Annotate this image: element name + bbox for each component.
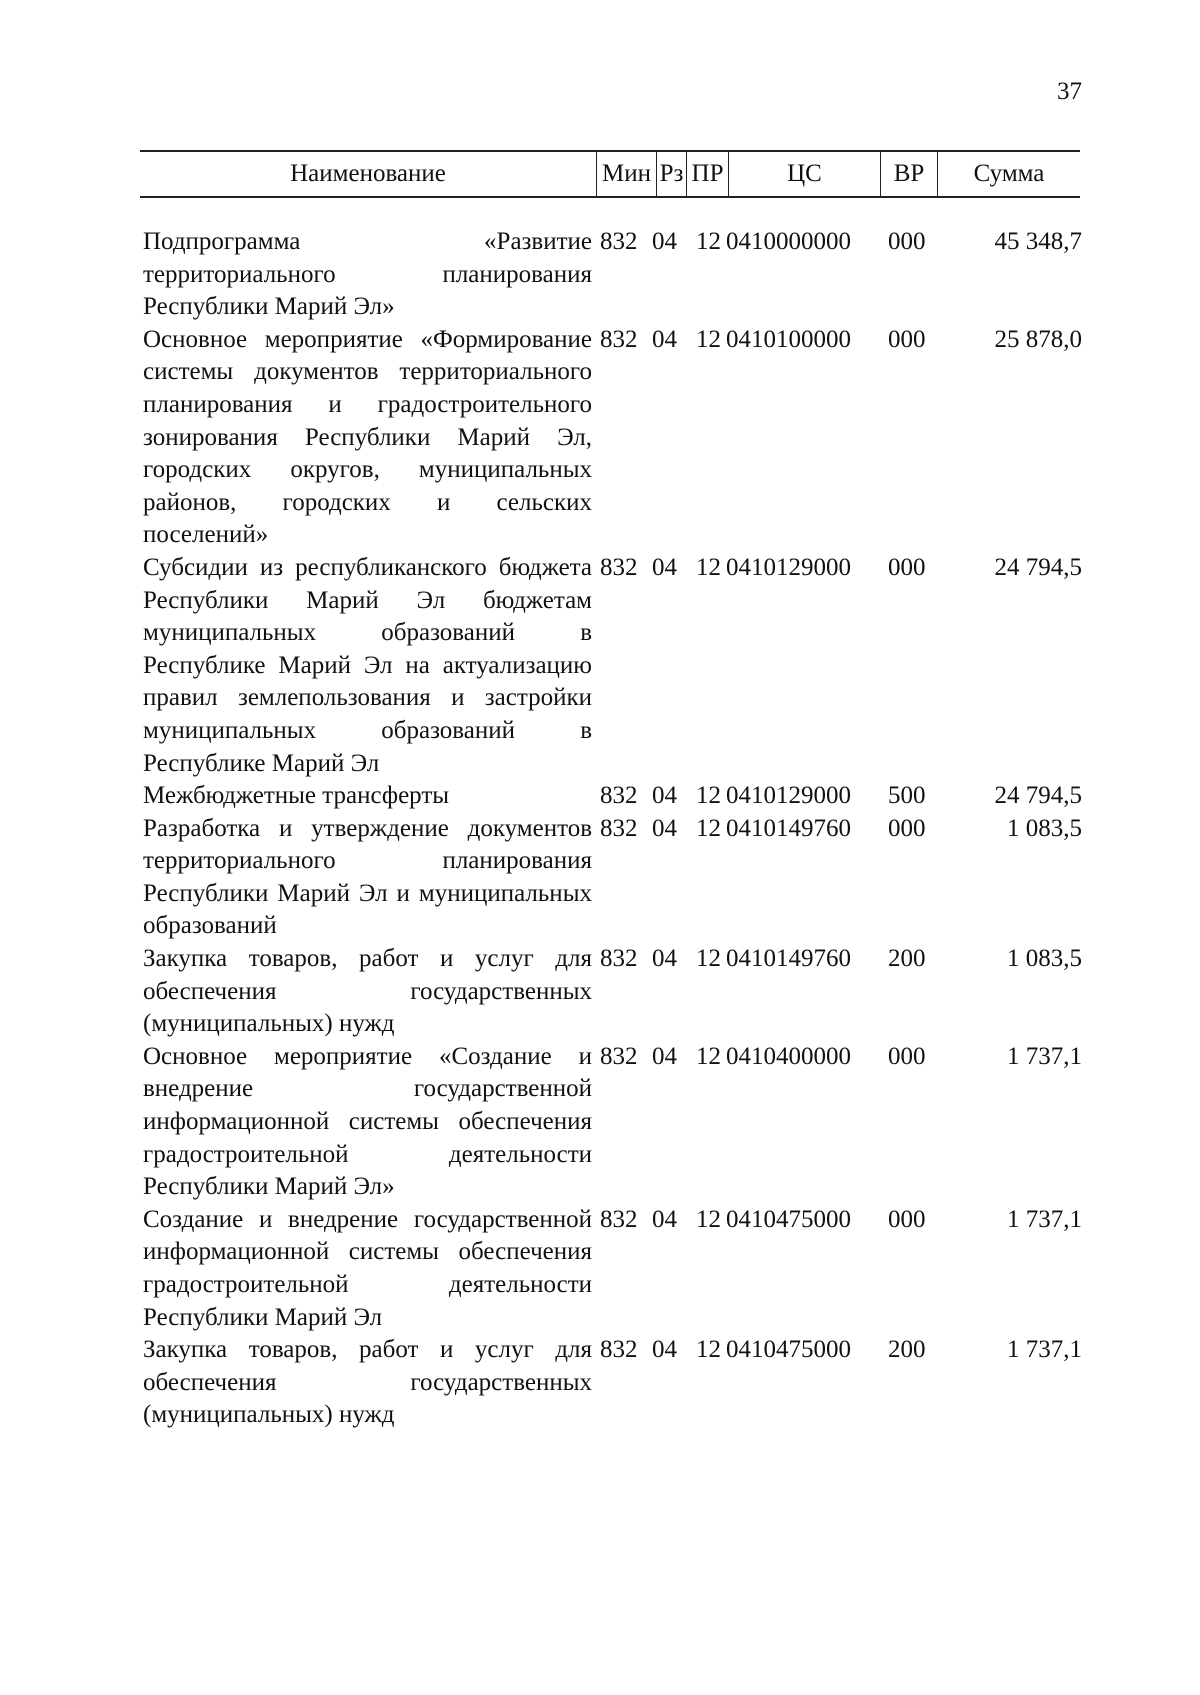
- header-name: Наименование: [290, 160, 446, 187]
- row-name: Разработка и утверждение документов территориального планирования Республики Марий Эл и муниципальных образований: [143, 814, 592, 940]
- row-sum: 1 737,1: [1007, 1336, 1082, 1364]
- table-row: [143, 943, 1093, 1041]
- row-sum: 25 878,0: [994, 325, 1082, 353]
- row-rz: 04: [652, 325, 677, 353]
- row-vr: 000: [888, 1205, 926, 1233]
- row-pr: 12: [696, 325, 721, 353]
- row-min: 832: [600, 814, 638, 842]
- row-cs: 0410129000: [726, 553, 851, 581]
- row-min: 832: [600, 228, 638, 255]
- page-number: 37: [1057, 78, 1082, 105]
- row-vr: 500: [888, 782, 926, 810]
- row-name: Основное мероприятие «Формирование системы документов территориального планирования и градостроительного зонирования Республики Марий Эл, городских округов, муниципальных районов, городских и сельских поселений»: [143, 325, 592, 549]
- row-pr: 12: [696, 814, 721, 842]
- row-min: 832: [600, 945, 638, 973]
- row-sum: 1 083,5: [1007, 945, 1082, 973]
- header-sum: Сумма: [973, 160, 1045, 187]
- row-min: 832: [600, 553, 638, 581]
- header-min: Мин: [596, 152, 656, 196]
- row-sum: 45 348,7: [994, 228, 1082, 255]
- row-min: 832: [600, 325, 638, 353]
- table-row: [143, 324, 1093, 552]
- table-row: [143, 226, 1093, 324]
- table-header: [140, 150, 1080, 198]
- row-cs: 0410100000: [726, 325, 851, 353]
- row-rz: 04: [652, 1205, 677, 1233]
- row-vr: 000: [888, 228, 926, 255]
- row-sum: 1 083,5: [1007, 814, 1082, 842]
- row-vr: 000: [888, 553, 926, 581]
- row-name: Подпрограмма «Развитие территориального планирования Республики Марий Эл»: [143, 228, 592, 321]
- row-min: 832: [600, 782, 638, 810]
- row-rz: 04: [652, 814, 677, 842]
- row-cs: 0410475000: [726, 1336, 851, 1364]
- row-min: 832: [600, 1205, 638, 1233]
- row-rz: 04: [652, 782, 677, 810]
- row-pr: 12: [696, 1336, 721, 1364]
- row-name: Субсидии из республиканского бюджета Республики Марий Эл бюджетам муниципальных образований в Республике Марий Эл на актуализацию правил землепользования и застройки муниципальных образований в Республике Марий Эл: [143, 553, 592, 777]
- row-min: 832: [600, 1042, 638, 1070]
- header-vr: ВР: [880, 152, 938, 196]
- row-cs: 0410000000: [726, 228, 851, 255]
- row-name: Закупка товаров, работ и услуг для обеспечения государственных (муниципальных) нужд: [143, 1336, 592, 1429]
- header-cs: ЦС: [728, 152, 880, 196]
- row-rz: 04: [652, 228, 677, 255]
- row-vr: 000: [888, 1042, 926, 1070]
- row-vr: 200: [888, 1336, 926, 1364]
- row-min: 832: [600, 1336, 638, 1364]
- row-pr: 12: [696, 228, 721, 255]
- row-rz: 04: [652, 945, 677, 973]
- row-vr: 000: [888, 325, 926, 353]
- row-vr: 000: [888, 814, 926, 842]
- table-row: [143, 1204, 1093, 1334]
- row-pr: 12: [696, 945, 721, 973]
- table-body: [143, 226, 1093, 1432]
- row-pr: 12: [696, 553, 721, 581]
- row-sum: 1 737,1: [1007, 1042, 1082, 1070]
- row-name: Межбюджетные трансферты: [143, 782, 450, 810]
- row-cs: 0410475000: [726, 1205, 851, 1233]
- row-rz: 04: [652, 1336, 677, 1364]
- row-pr: 12: [696, 782, 721, 810]
- row-sum: 1 737,1: [1007, 1205, 1082, 1233]
- row-sum: 24 794,5: [994, 553, 1082, 581]
- table-row: [143, 780, 1093, 813]
- row-pr: 12: [696, 1042, 721, 1070]
- table-row: [143, 1041, 1093, 1204]
- table-row: [143, 552, 1093, 780]
- row-name: Основное мероприятие «Создание и внедрение государственной информационной системы обеспечения градостроительной деятельности Республики Марий Эл»: [143, 1042, 592, 1201]
- row-rz: 04: [652, 1042, 677, 1070]
- row-name: Создание и внедрение государственной информационной системы обеспечения градостроительной деятельности Республики Марий Эл: [143, 1205, 592, 1331]
- row-cs: 0410129000: [726, 782, 851, 810]
- row-cs: 0410149760: [726, 814, 851, 842]
- row-rz: 04: [652, 553, 677, 581]
- row-name: Закупка товаров, работ и услуг для обеспечения государственных (муниципальных) нужд: [143, 945, 592, 1038]
- row-cs: 0410400000: [726, 1042, 851, 1070]
- row-pr: 12: [696, 1205, 721, 1233]
- header-rz: Рз: [656, 152, 686, 196]
- row-sum: 24 794,5: [994, 782, 1082, 810]
- table-row: [143, 813, 1093, 943]
- header-pr: ПР: [686, 152, 728, 196]
- table-row: [143, 1334, 1093, 1432]
- row-cs: 0410149760: [726, 945, 851, 973]
- row-vr: 200: [888, 945, 926, 973]
